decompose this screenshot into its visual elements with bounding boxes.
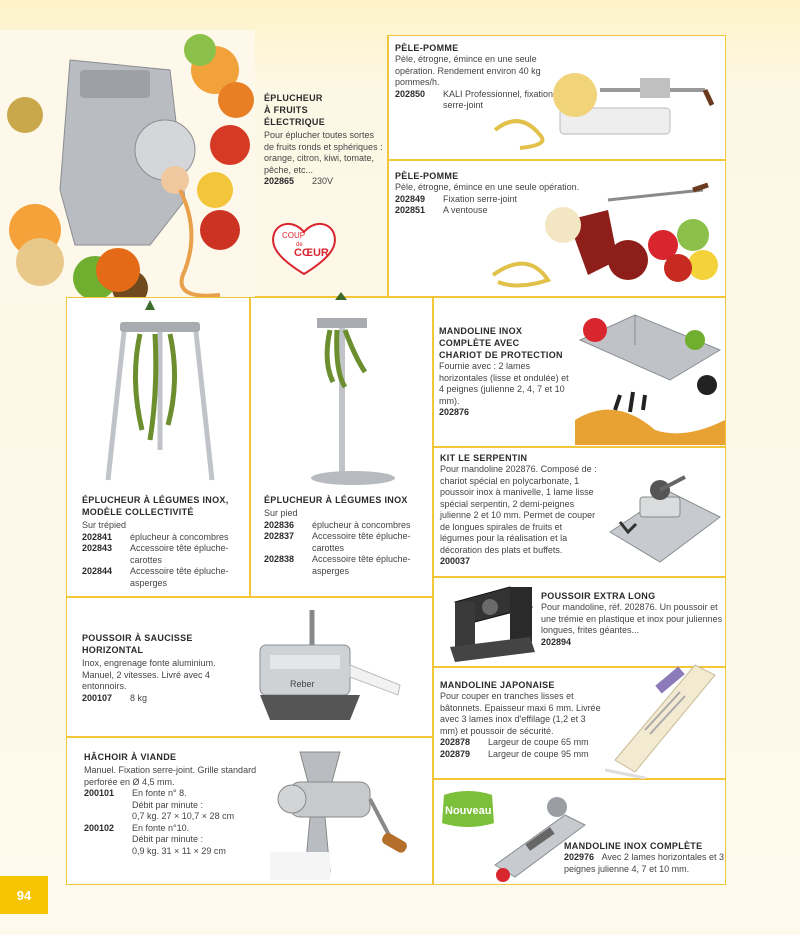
mandoline-japonaise-item-row [440,749,602,761]
product-variant: 0,9 kg. 31 × 11 × 29 cm [132,845,226,856]
poussoir-saucisse-item-row [82,693,242,705]
eplucheur-legumes-2-desc: Sur pied [264,508,298,518]
product-code: 202836 [264,519,295,530]
eplucheur-fruits-item-row [264,176,386,188]
coup-de-coeur-heart-icon [268,218,340,278]
product-variant: éplucheur à concombres [312,519,411,530]
japanese-mandoline-image [600,660,720,780]
poussoir-saucisse-title: POUSSOIR À SAUCISSE HORIZONTAL [82,633,193,655]
mandoline-chariot-image [575,300,725,445]
fruit-peeler-machine-image [0,30,255,300]
long-pusher-image [440,582,540,664]
nouveau-badge-text: Nouveau [445,805,492,817]
eplucheur-fruits-title: ÉPLUCHEUR À FRUITS ÉLECTRIQUE [264,93,326,127]
pele-pomme-1-title: PÈLE-POMME [395,43,459,53]
eplucheur-legumes-1-text [82,494,248,589]
product-code: 202850 [395,88,426,99]
poussoir-extra-long-text [541,590,723,647]
product-code: 202851 [395,205,426,215]
product-variant: 0,7 kg. 27 × 10,7 × 28 cm [132,811,235,821]
badge-coup-text: COUP [282,231,306,240]
product-variant: 8 kg [130,692,148,703]
product-code: 200101 [84,788,115,798]
serpentin-kit-image [600,462,725,574]
vegetable-peeler-stand-image [285,292,405,487]
product-variant: Accessoire tête épluche-asperges [130,566,229,588]
eplucheur-fruits-desc: Pour éplucher toutes sortes de fruits ronds et sphériques : orange, citron, kiwi, tomate, pêche, etc... [264,130,383,175]
eplucheur-legumes-1-item-row [82,543,248,566]
product-code: 202878 [440,737,471,747]
hachoir-viande-item-row [84,788,270,823]
product-code: 202841 [82,531,113,542]
product-code: 202865 [264,176,295,186]
eplucheur-legumes-1-title: ÉPLUCHEUR À LÉGUMES INOX, MODÈLE COLLECTIVITÉ [82,495,229,517]
product-variant: En fonte n°10. [132,822,190,833]
kit-serpentin-text [440,452,598,566]
pele-pomme-2-desc: Pèle, étrogne, émince en une seule opération. [395,182,580,192]
product-code: 202844 [82,566,113,576]
product-code: 200037 [440,556,471,566]
mandoline-complete-title: MANDOLINE INOX COMPLÈTE [564,841,703,851]
hachoir-viande-text [84,751,270,857]
mandoline-chariot-text [439,325,571,417]
poussoir-saucisse-text [82,632,242,704]
product-variant: KALI Professionnel, fixation serre-joint [443,88,554,110]
eplucheur-legumes-2-item-row [264,554,430,577]
eplucheur-legumes-2-item-row [264,520,430,532]
badge-coeur-text: CŒUR [294,247,329,259]
meat-grinder-image [270,742,415,882]
page-number: 94 [0,876,48,914]
product-variant: Accessoire tête épluche-carottes [312,531,411,553]
product-variant: Avec 2 lames horizontales et 3 peignes julienne 4, 7 et 10 mm. [564,852,724,874]
kit-serpentin-title: KIT LE SERPENTIN [440,453,528,463]
eplucheur-fruits-text [264,92,386,188]
pele-pomme-1-desc: Pèle, étrogne, émince en une seule opération. Rendement environ 40 kg pommes/h. [395,54,541,87]
product-code: 202876 [439,407,470,417]
product-variant: Fixation serre-joint [443,193,518,204]
mandoline-chariot-title: MANDOLINE INOX COMPLÈTE AVEC CHARIOT DE PROTECTION [439,326,563,360]
hachoir-viande-title: HÂCHOIR À VIANDE [84,752,177,762]
hachoir-viande-item-row [84,823,270,858]
eplucheur-legumes-2-title: ÉPLUCHEUR À LÉGUMES INOX [264,495,408,505]
product-variant: Débit par minute : [132,834,204,844]
poussoir-saucisse-desc: Inox, engrenage fonte aluminium. Manuel, 2 vitesses. Livré avec 4 entonnoirs. [82,658,216,691]
product-code: 202837 [264,531,295,541]
product-code: 202838 [264,554,295,564]
vegetable-peeler-tripod-image [100,300,220,485]
product-variant: Largeur de coupe 65 mm [488,737,589,747]
kit-serpentin-desc: Pour mandoline 202876. Composé de : chariot spécial en polycarbonate, 1 poussoir inox à manivelle, 1 lame lisse spécial serpentin, 2 demi-peignes julienne 2 et 10 mm. Permet de couper de longues spirales de fruits et légumes pour la réalisation et la décoration des plats et buffets. [440,464,597,555]
product-variant: 230V [312,176,334,186]
product-code: 202849 [395,193,426,204]
badge-de-text: de [296,242,303,248]
sausage-stuffer-image [250,605,410,730]
apple-peeler-red-image [488,180,723,292]
product-variant: A ventouse [443,205,488,215]
product-variant: Accessoire tête épluche-carottes [130,543,229,565]
mandoline-complete-desc [564,852,724,875]
poussoir-extra-long-desc: Pour mandoline, réf. 202876. Un poussoir et une trémie en plastique et inox pour juliennes longues, frites géantes... [541,602,723,635]
mandoline-japonaise-desc: Pour couper en tranches lisses et bâtonnets. Epaisseur maxi 6 mm. Livrée avec 3 lames inox d'effilage (1,2 et 3 mm) et poussoir de sécurité. [440,691,601,736]
mandoline-complete-text [564,840,724,875]
eplucheur-legumes-1-item-row [82,566,248,589]
product-code: 200107 [82,692,113,703]
pele-pomme-2-title: PÈLE-POMME [395,171,459,181]
mandoline-chariot-desc: Fournie avec : 2 lames horizontales (lisse et ondulée) et 4 peignes (julienne 2, 4, 7 et 10 mm). [439,361,569,406]
apple-peeler-pro-image [490,50,720,150]
mandoline-japonaise-title: MANDOLINE JAPONAISE [440,680,555,690]
product-variant: Débit par minute : [132,799,204,810]
hachoir-viande-desc: Manuel. Fixation serre-joint. Grille standard perforée en Ø 4,5 mm. [84,765,257,787]
product-code: 202894 [541,636,572,647]
product-code: 200102 [84,822,115,833]
eplucheur-legumes-1-item-row [82,532,248,544]
mandoline-japonaise-item-row [440,737,602,749]
eplucheur-legumes-2-text [264,494,430,577]
product-variant: En fonte n° 8. [132,788,187,798]
product-variant: éplucheur à concombres [130,531,229,542]
eplucheur-legumes-2-item-row [264,531,430,554]
product-code: 202879 [440,748,471,759]
eplucheur-legumes-1-desc: Sur trépied [82,520,127,530]
reber-brand-text: Reber [290,679,315,689]
product-code: 202843 [82,543,113,553]
product-variant: Largeur de coupe 95 mm [488,748,589,759]
product-code: 202976 [564,852,595,862]
mandoline-japonaise-text [440,679,602,760]
product-variant: Accessoire tête épluche-asperges [312,554,411,576]
poussoir-extra-long-title: POUSSOIR EXTRA LONG [541,591,656,601]
